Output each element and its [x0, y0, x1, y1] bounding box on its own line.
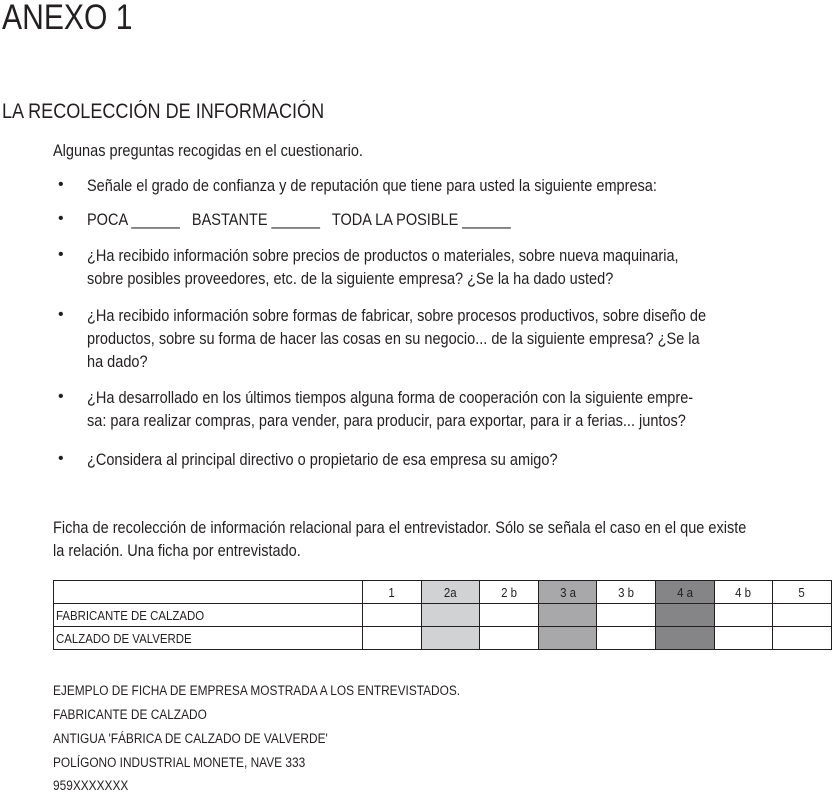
question-item [87, 175, 657, 198]
table-cell[interactable] [655, 627, 714, 650]
row-label: FABRICANTE DE CALZADO [56, 607, 205, 623]
table-cell[interactable] [655, 604, 714, 627]
table-cell[interactable] [363, 604, 422, 627]
ficha-line: la relación. Una ficha por entrevistado. [53, 542, 301, 560]
question-item [87, 245, 679, 291]
table-cell[interactable] [597, 604, 656, 627]
table-row [54, 627, 832, 650]
column-header: 4 b [735, 584, 752, 600]
bullet-icon: • [58, 210, 64, 227]
ficha-line: Ficha de recolección de información relacional para el entrevistador. Sólo se señala el caso en el que existe [53, 519, 747, 537]
question-line: ¿Considera al principal directivo o propietario de esa empresa su amigo? [87, 451, 558, 469]
table-cell[interactable] [773, 604, 832, 627]
column-header: 3 a [559, 584, 576, 600]
question-line: ¿Ha desarrollado en los últimos tiempos alguna forma de cooperación con la siguiente empre- [87, 389, 694, 407]
column-header: 5 [798, 584, 806, 600]
table-cell[interactable] [363, 627, 422, 650]
bullet-icon: • [58, 246, 64, 263]
table-cell[interactable] [421, 604, 480, 627]
bullet-icon: • [58, 450, 64, 467]
column-header: 3 b [618, 584, 635, 600]
table-cell[interactable] [421, 627, 480, 650]
example-line: POLÍGONO INDUSTRIAL MONETE, NAVE 333 [53, 755, 306, 770]
question-item [87, 387, 693, 433]
bullet-icon: • [58, 306, 64, 323]
bullet-icon: • [58, 388, 64, 405]
question-item [87, 449, 558, 472]
table-cell[interactable] [538, 627, 597, 650]
ficha-description [53, 517, 746, 563]
question-line: POCA ______ BASTANTE ______ TODA LA POSIBLE ______ [87, 211, 511, 229]
question-line: ¿Ha recibido información sobre formas de fabricar, sobre procesos productivos, sobre diseño de [87, 307, 707, 325]
question-line: productos, sobre su forma de hacer las cosas en su negocio... de la siguiente empresa? ¿Se la [87, 330, 700, 348]
question-line: sa: para realizar compras, para vender, para producir, para exportar, para ir a ferias... juntos? [87, 412, 686, 430]
table-cell[interactable] [773, 627, 832, 650]
table-header-row [54, 581, 832, 604]
column-header: 4 a [676, 584, 693, 600]
question-line: ¿Ha recibido información sobre precios de productos o materiales, sobre nueva maquinaria, [87, 247, 679, 265]
bullet-icon: • [58, 176, 64, 193]
table-cell[interactable] [538, 604, 597, 627]
question-line: ha dado? [87, 353, 148, 371]
question-line: Señale el grado de confianza y de reputación que tiene para usted la siguiente empresa: [87, 177, 657, 195]
table-cell[interactable] [480, 627, 539, 650]
table-cell[interactable] [714, 627, 773, 650]
rating-options [87, 209, 511, 232]
row-label: CALZADO DE VALVERDE [56, 630, 192, 646]
example-phone: 959XXXXXXX [53, 778, 129, 793]
relation-table [53, 580, 832, 650]
example-line: FABRICANTE DE CALZADO [53, 707, 207, 722]
empty-header-cell [54, 581, 363, 604]
table-cell[interactable] [714, 604, 773, 627]
column-header: 2a [444, 584, 457, 600]
intro-text: Algunas preguntas recogidas en el cuestionario. [53, 142, 363, 160]
table-cell[interactable] [480, 604, 539, 627]
column-header: 1 [388, 584, 395, 600]
table-cell[interactable] [597, 627, 656, 650]
section-heading: LA RECOLECCIÓN DE INFORMACIÓN [2, 100, 325, 123]
page-title: ANEXO 1 [2, 0, 133, 37]
question-item [87, 305, 706, 374]
example-title: EJEMPLO DE FICHA DE EMPRESA MOSTRADA A LOS ENTREVISTADOS. [53, 683, 461, 698]
table-row [54, 604, 832, 627]
column-header: 2 b [501, 584, 517, 600]
question-line: sobre posibles proveedores, etc. de la siguiente empresa? ¿Se la ha dado usted? [87, 270, 614, 288]
example-line: ANTIGUA 'FÁBRICA DE CALZADO DE VALVERDE' [53, 731, 328, 746]
